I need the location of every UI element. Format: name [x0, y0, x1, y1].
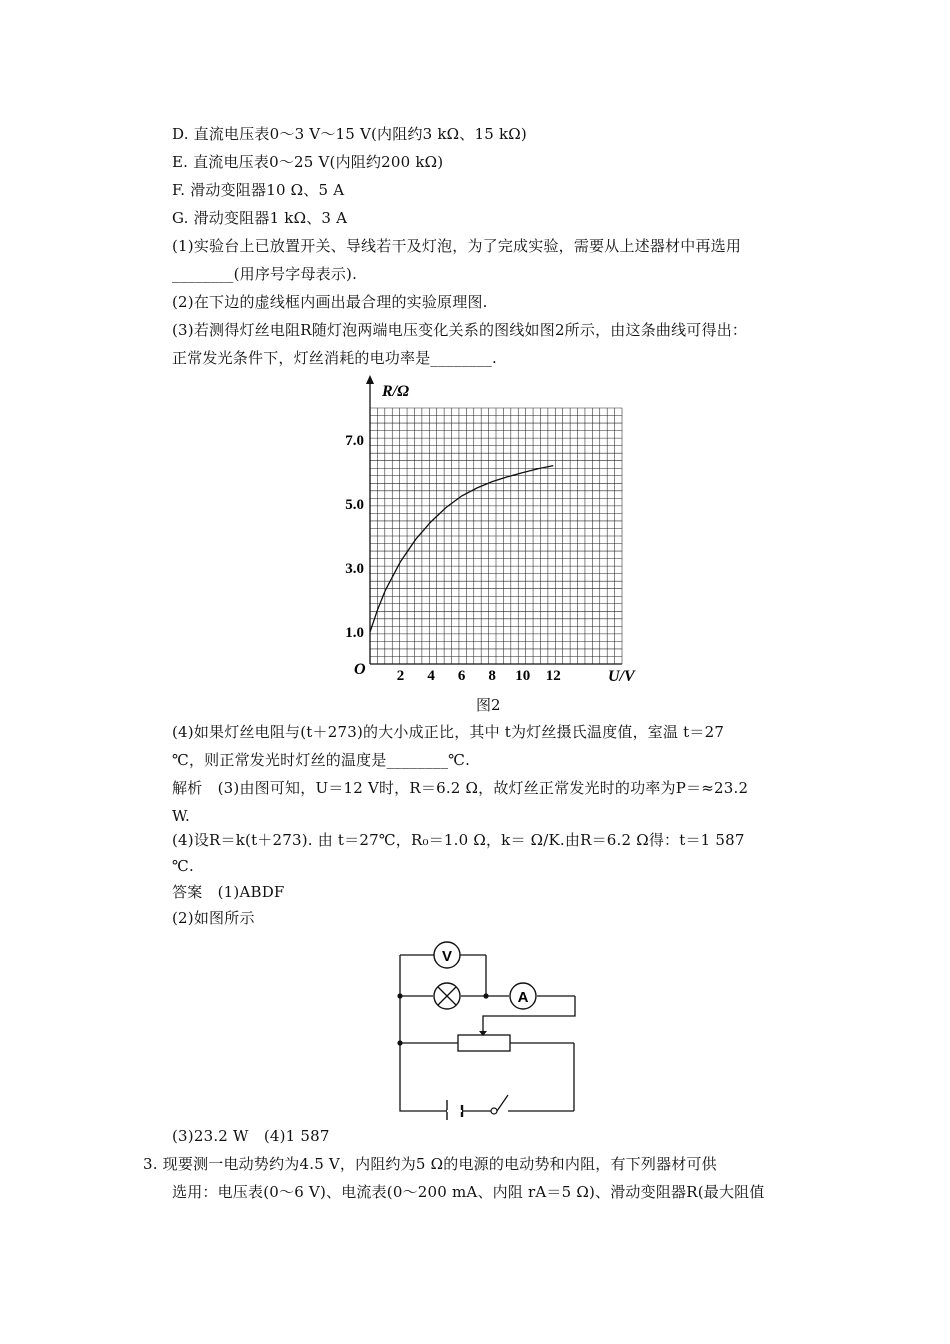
y-tick-label: 5.0 [345, 497, 364, 513]
answer-2: (2)如图所示 [172, 909, 255, 927]
question-4-line1: (4)如果灯丝电阻与(t＋273)的大小成正比，其中 t为灯丝摄氏温度值，室温 t＝27 [172, 723, 725, 741]
resistance-voltage-chart [336, 372, 656, 692]
rheostat [458, 1035, 510, 1051]
chart-grid [370, 408, 622, 664]
answer-1: 答案 (1)ABDF [172, 883, 285, 901]
battery-icon [447, 1100, 462, 1120]
figure-caption: 图2 [476, 696, 501, 714]
voltmeter-label: V [441, 948, 453, 965]
chart-axes [366, 375, 622, 664]
x-axis-label: U/V [608, 668, 635, 685]
y-tick-label: 1.0 [345, 625, 364, 641]
option-d: D. 直流电压表0～3 V～15 V(内阻约3 kΩ、15 kΩ) [172, 125, 527, 143]
answer-3-4: (3)23.2 W (4)1 587 [172, 1127, 330, 1145]
x-tick-label: 2 [396, 668, 405, 684]
origin-label: O [354, 661, 366, 678]
y-tick-label: 3.0 [345, 561, 364, 577]
problem-3-line1: 3. 现要测一电动势约为4.5 V，内阻约为5 Ω的电源的电动势和内阻，有下列器材可供 [143, 1155, 717, 1173]
circuit-diagram [384, 935, 584, 1120]
option-f: F. 滑动变阻器10 Ω、5 A [172, 181, 345, 199]
option-e: E. 直流电压表0～25 V(内阻约200 kΩ) [172, 153, 444, 171]
question-1-line2: ________(用序号字母表示). [172, 265, 358, 283]
switch [491, 1108, 497, 1114]
x-tick-label: 8 [488, 668, 496, 684]
lamp-icon [434, 983, 460, 1009]
y-tick-label: 7.0 [345, 433, 364, 449]
question-3-line2: 正常发光条件下，灯丝消耗的电功率是________. [172, 349, 497, 367]
x-tick-label: 6 [457, 668, 466, 684]
option-g: G. 滑动变阻器1 kΩ、3 A [172, 209, 348, 227]
solution-line1: 解析 (3)由图可知，U＝12 V时，R＝6.2 Ω，故灯丝正常发光时的功率为P＝≈23.2 [172, 779, 749, 797]
left-wire [400, 955, 447, 1111]
x-tick-label: 10 [515, 668, 531, 684]
ammeter-label: A [517, 989, 529, 1006]
question-4-line2: ℃，则正常发光时灯丝的温度是________℃. [172, 751, 471, 769]
x-tick-label: 12 [545, 668, 561, 684]
problem-3-line2: 选用：电压表(0～6 V)、电流表(0～200 mA、内阻 rA＝5 Ω)、滑动变阻器R(最大阻值 [172, 1183, 765, 1201]
question-2: (2)在下边的虚线框内画出最合理的实验原理图. [172, 293, 488, 311]
solution-line3: (4)设R＝k(t＋273). 由 t＝27℃，R₀＝1.0 Ω，k＝ Ω/K.由R＝6.2 Ω得：t＝1 587 [172, 831, 745, 849]
solution-line2: W. [172, 807, 190, 825]
question-3-line1: (3)若测得灯丝电阻R随灯泡两端电压变化关系的图线如图2所示，由这条曲线可得出： [172, 321, 748, 339]
question-1-line1: (1)实验台上已放置开关、导线若干及灯泡，为了完成实验，需要从上述器材中再选用 [172, 237, 742, 255]
solution-line4: ℃. [172, 857, 194, 875]
y-axis-label: R/Ω [382, 383, 410, 400]
x-tick-label: 4 [427, 668, 435, 684]
